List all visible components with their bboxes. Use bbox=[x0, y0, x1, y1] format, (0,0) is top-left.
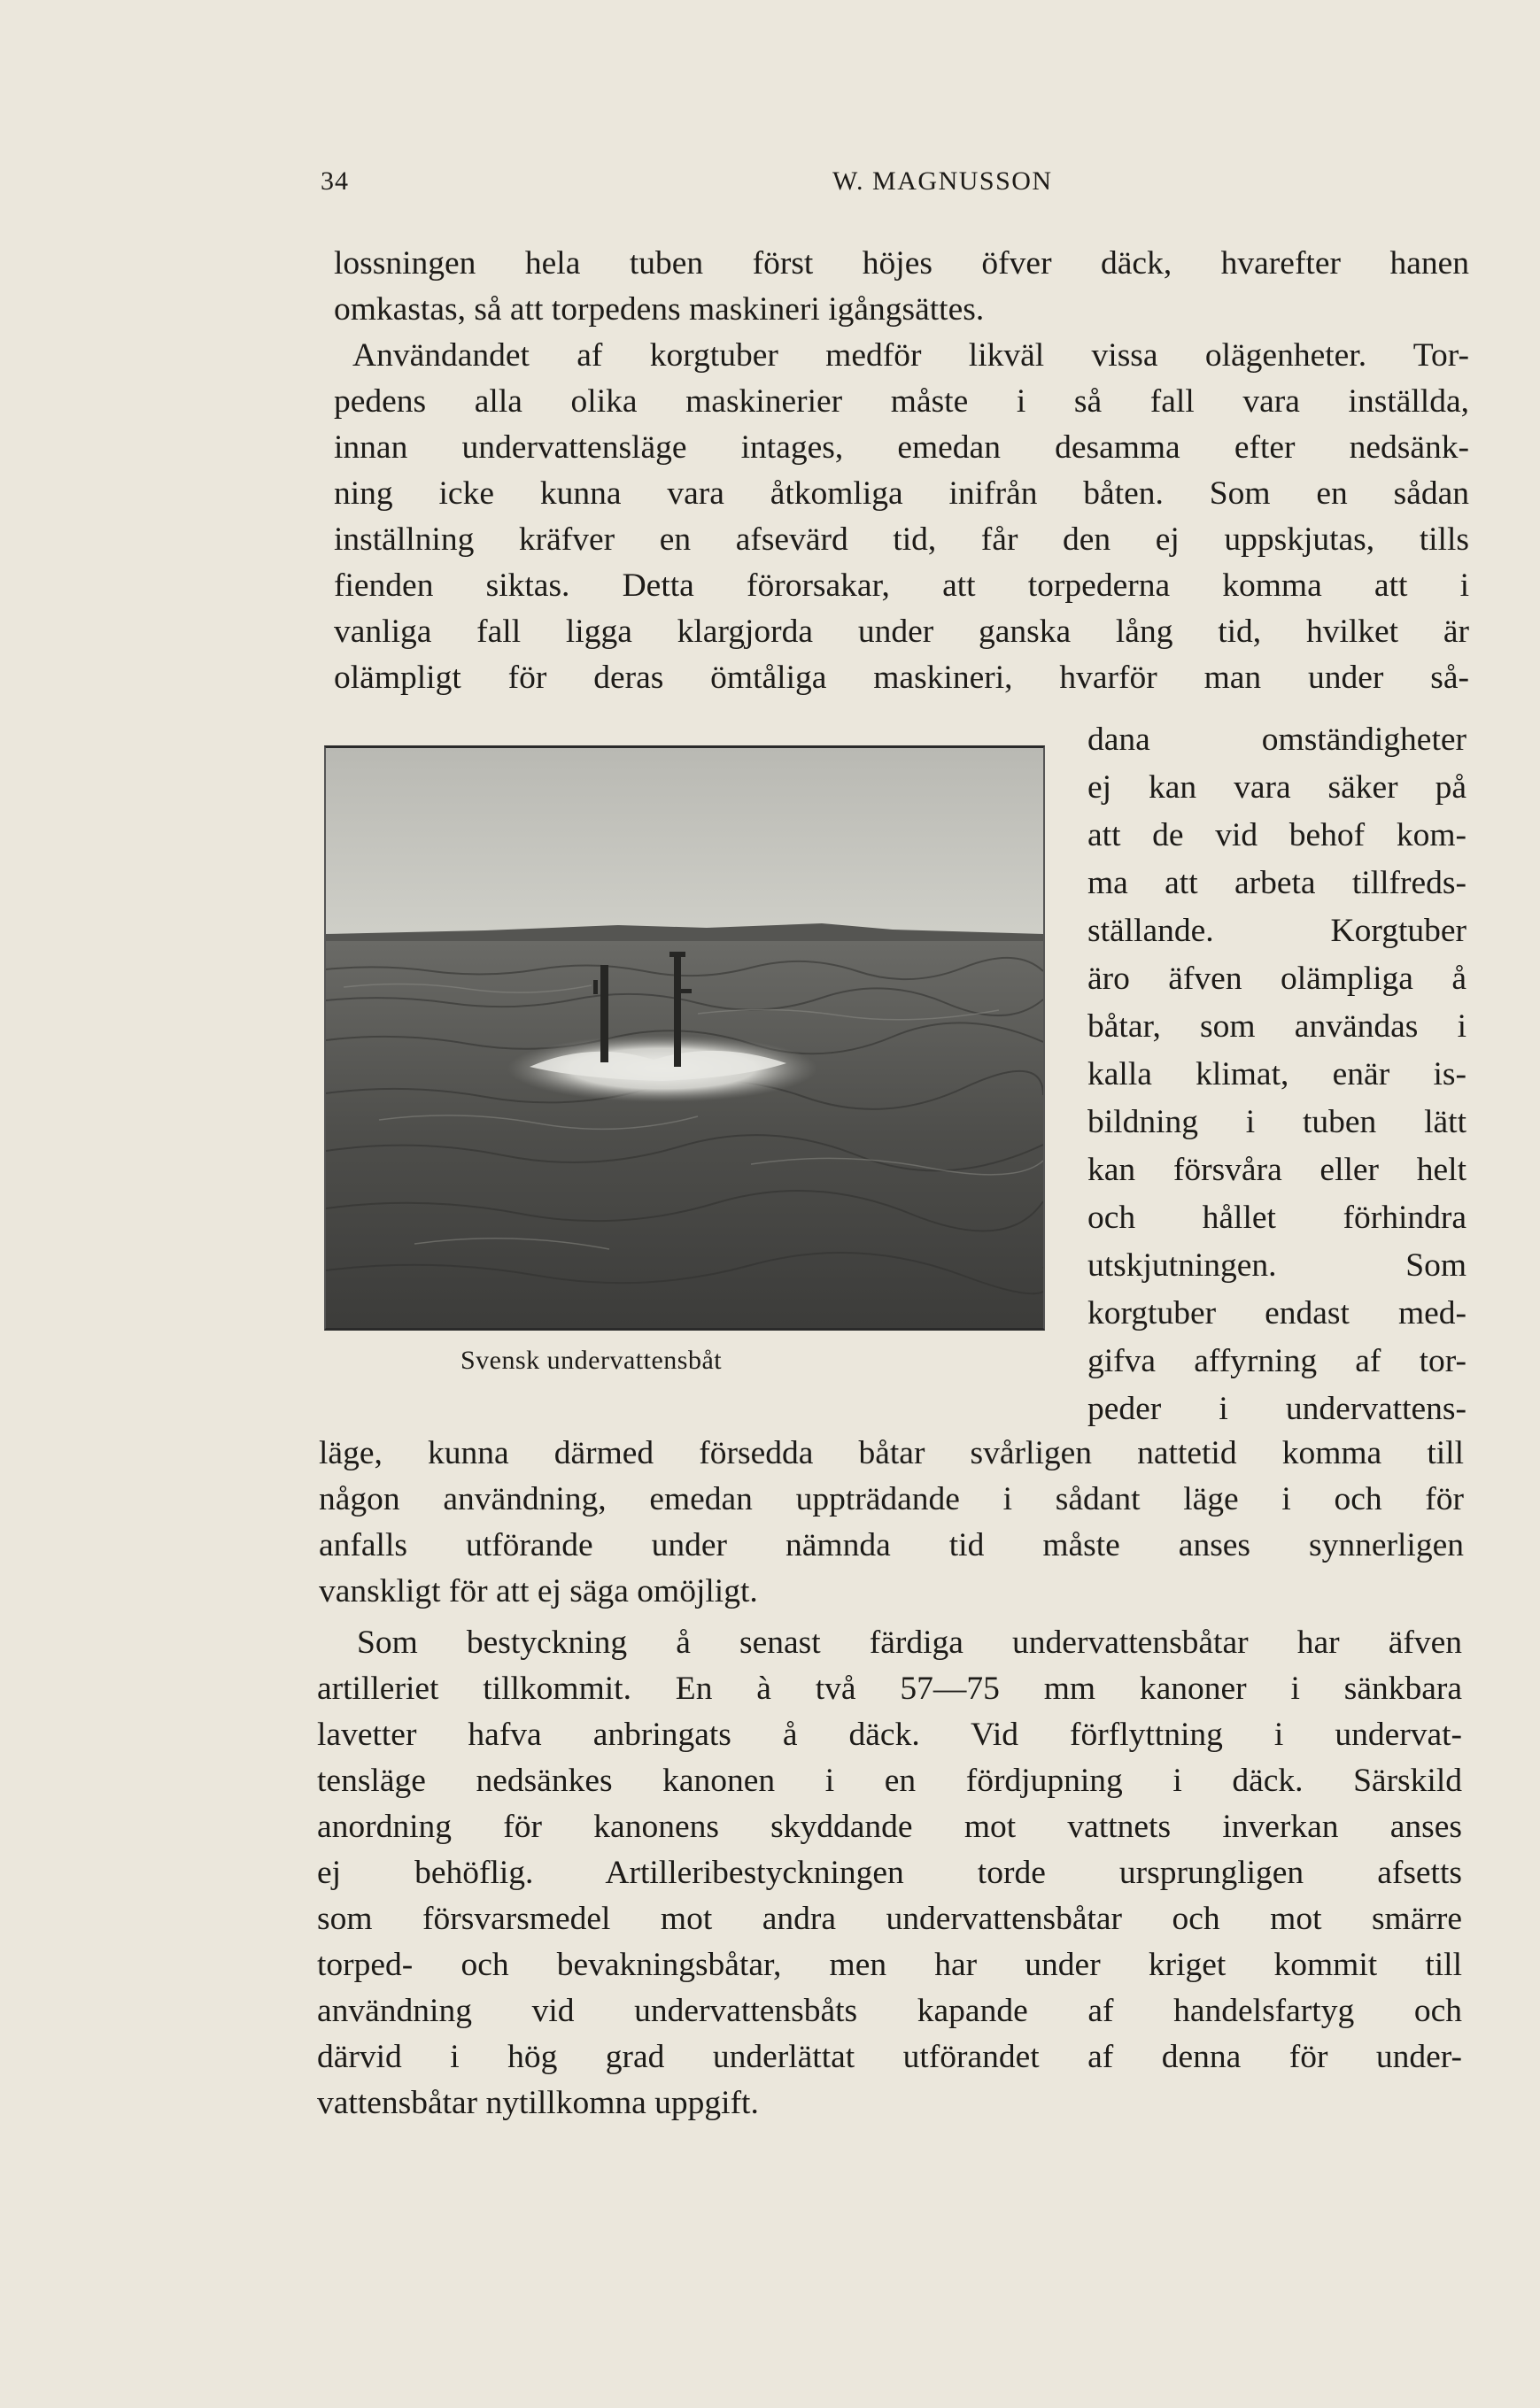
text-line: torped- och bevakningsbåtar, men har under kriget kommit till bbox=[317, 1947, 1462, 1983]
page-number: 34 bbox=[321, 166, 349, 196]
text-line: bildning i tuben lätt bbox=[1087, 1104, 1466, 1140]
text-line: vattensbåtar nytillkomna uppgift. bbox=[317, 2085, 759, 2121]
submarine-photo-icon bbox=[326, 748, 1043, 1328]
running-head bbox=[321, 166, 1472, 205]
text-line: båtar, som användas i bbox=[1087, 1008, 1466, 1045]
text-line: Som bestyckning å senast färdiga undervattensbåtar har äfven bbox=[357, 1625, 1462, 1661]
text-line: ställande. Korgtuber bbox=[1087, 913, 1466, 949]
text-line: därvid i hög grad underlättat utförandet af denna för under- bbox=[317, 2039, 1462, 2075]
text-line: läge, kunna därmed försedda båtar svårligen nattetid komma till bbox=[319, 1435, 1464, 1471]
text-line: dana omständigheter bbox=[1087, 722, 1466, 758]
text-line: ma att arbeta tillfreds- bbox=[1087, 865, 1466, 901]
text-line: vanskligt för att ej säga omöjligt. bbox=[319, 1573, 758, 1609]
text-line: som försvarsmedel mot andra undervattensbåtar och mot smärre bbox=[317, 1901, 1462, 1937]
text-line: ning icke kunna vara åtkomliga inifrån båten. Som en sådan bbox=[334, 475, 1469, 512]
figure-caption: Svensk undervattensbåt bbox=[460, 1346, 723, 1375]
text-line: kan försvåra eller helt bbox=[1087, 1152, 1466, 1188]
running-title: W. MAGNUSSON bbox=[832, 166, 1053, 196]
text-line: någon användning, emedan uppträdande i sådant läge i och för bbox=[319, 1481, 1464, 1517]
text-line: utskjutningen. Som bbox=[1087, 1247, 1466, 1284]
text-line: tensläge nedsänkes kanonen i en fördjupning i däck. Särskild bbox=[317, 1763, 1462, 1799]
text-line: anfalls utförande under nämnda tid måste anses synnerligen bbox=[319, 1527, 1464, 1563]
text-line: att de vid behof kom- bbox=[1087, 817, 1466, 853]
text-line: korgtuber endast med- bbox=[1087, 1295, 1466, 1331]
text-line: lavetter hafva anbringats å däck. Vid förflyttning i undervat- bbox=[317, 1717, 1462, 1753]
periscope-mast-2 bbox=[674, 953, 681, 1067]
text-line: artilleriet tillkommit. En à två 57—75 mm kanoner i sänkbara bbox=[317, 1671, 1462, 1707]
text-line: inställning kräfver en afsevärd tid, får den ej uppskjutas, tills bbox=[334, 521, 1469, 558]
periscope-mast-1 bbox=[600, 965, 608, 1062]
sky bbox=[326, 748, 1043, 938]
text-line: ej behöflig. Artilleribestyckningen torde ursprungligen afsetts bbox=[317, 1855, 1462, 1891]
text-line: omkastas, så att torpedens maskineri igångsättes. bbox=[334, 291, 985, 328]
text-line: användning vid undervattensbåts kapande af handelsfartyg och bbox=[317, 1993, 1462, 2029]
text-line: gifva affyrning af tor- bbox=[1087, 1343, 1466, 1379]
text-line: kalla klimat, enär is- bbox=[1087, 1056, 1466, 1092]
text-line: anordning för kanonens skyddande mot vattnets inverkan anses bbox=[317, 1809, 1462, 1845]
text-line: fienden siktas. Detta förorsakar, att torpederna komma att i bbox=[334, 567, 1469, 604]
text-line: peder i undervattens- bbox=[1087, 1391, 1466, 1427]
text-line: Användandet af korgtuber medför likväl vissa olägenheter. Tor- bbox=[352, 337, 1469, 374]
text-line: äro äfven olämpliga å bbox=[1087, 961, 1466, 997]
text-line: ej kan vara säker på bbox=[1087, 769, 1466, 806]
text-line: lossningen hela tuben först höjes öfver däck, hvarefter hanen bbox=[334, 245, 1469, 282]
submarine-photo bbox=[324, 745, 1045, 1331]
text-line: olämpligt för deras ömtåliga maskineri, hvarför man under så- bbox=[334, 660, 1469, 696]
text-line: och hållet förhindra bbox=[1087, 1200, 1466, 1236]
text-line: pedens alla olika maskinerier måste i så fall vara inställda, bbox=[334, 383, 1469, 420]
text-line: innan undervattensläge intages, emedan desamma efter nedsänk- bbox=[334, 429, 1469, 466]
text-line: vanliga fall ligga klargjorda under ganska lång tid, hvilket är bbox=[334, 614, 1469, 650]
